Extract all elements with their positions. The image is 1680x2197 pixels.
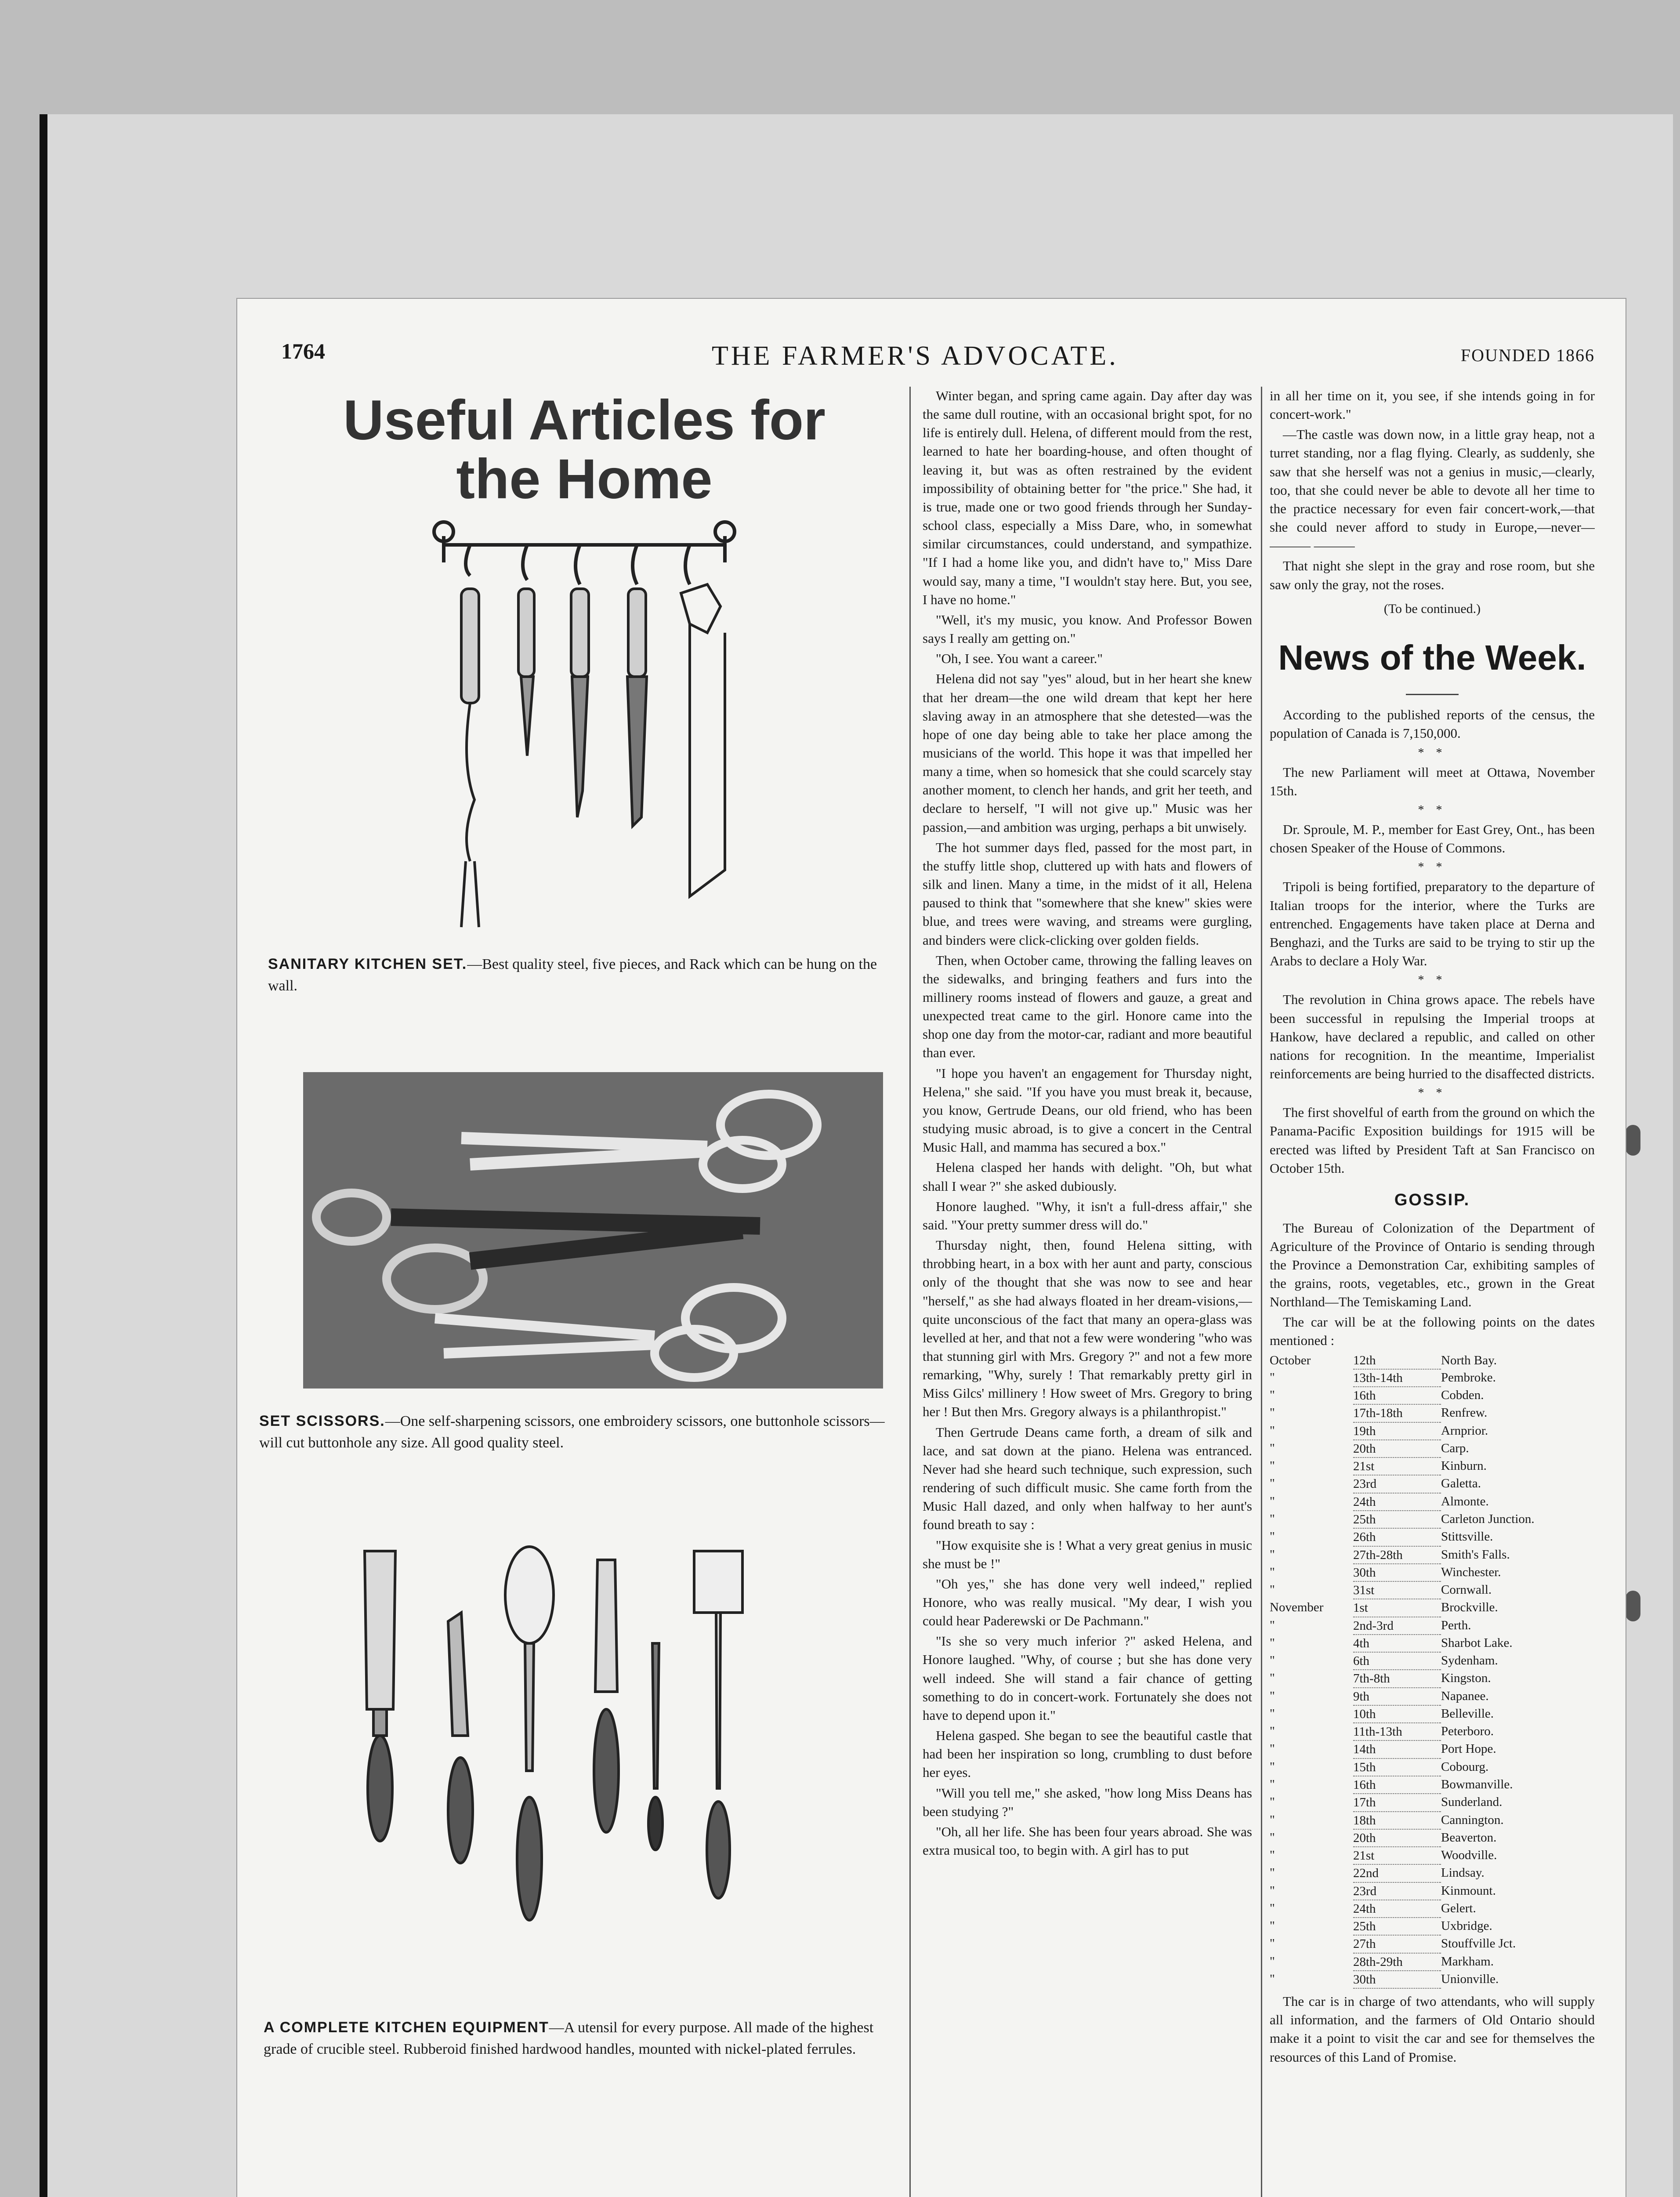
schedule-town: Brockville. (1441, 1600, 1498, 1615)
schedule-month: " (1270, 1830, 1275, 1845)
story-paragraph: "I hope you haven't an engagement for Thursday night, Helena," she said. "If you have you must break it, because, you know, Gertrude Deans, our old friend, who has been studying music abroad, is to give a concert in the Central Music Hall, and mamma has secured a box." (923, 1065, 1252, 1155)
schedule-row (1270, 1635, 1595, 1652)
schedule-month: " (1270, 1618, 1275, 1632)
schedule-month: November (1270, 1600, 1324, 1615)
schedule-row (1270, 1705, 1595, 1723)
schedule-town: Gelert. (1441, 1901, 1476, 1915)
schedule-month: " (1270, 1441, 1275, 1455)
story-continuation-paragraph: That night she slept in the gray and rose room, but she saw only the gray, not the roses. (1270, 558, 1595, 592)
schedule-date: 10th (1353, 1705, 1441, 1723)
schedule-date: 4th (1353, 1635, 1441, 1652)
news-item: The first shovelful of earth from the ground on which the Panama-Pacific Exposition buildings for 1915 will be erected was lifted by President Taft at San Francisco on October 15th. (1270, 1105, 1595, 1176)
schedule-row (1270, 1387, 1595, 1404)
schedule-date: 22nd (1353, 1864, 1441, 1882)
schedule-town: Arnprior. (1441, 1423, 1488, 1438)
schedule-row (1270, 1457, 1595, 1475)
schedule-row (1270, 1829, 1595, 1847)
schedule-row (1270, 1971, 1595, 1988)
schedule-month: " (1270, 1742, 1275, 1756)
schedule-town: Pembroke. (1441, 1370, 1496, 1385)
story-continuation-paragraph: in all her time on it, you see, if she intends going in for concert-work." (1270, 388, 1595, 422)
schedule-row (1270, 1935, 1595, 1953)
schedule-month: " (1270, 1494, 1275, 1508)
schedule-row (1270, 1652, 1595, 1670)
schedule-month: " (1270, 1689, 1275, 1703)
schedule-month: " (1270, 1795, 1275, 1809)
schedule-date: 18th (1353, 1812, 1441, 1829)
scissors-text: —One self-sharpening scissors, one embroidery scissors, one buttonhole scissors—will cut buttonhole any size. All good quality steel. (259, 1413, 885, 1451)
schedule-town: Sydenham. (1441, 1653, 1498, 1668)
schedule-town: Unionville. (1441, 1972, 1499, 1986)
schedule-month: " (1270, 1370, 1275, 1385)
schedule-month: " (1270, 1848, 1275, 1863)
news-separator: * * (1418, 860, 1447, 874)
gossip-points-intro: The car will be at the following points on the dates mentioned : (1270, 1314, 1595, 1349)
schedule-date: 21st (1353, 1457, 1441, 1475)
binding-hole (1626, 1125, 1640, 1156)
schedule-month: " (1270, 1671, 1275, 1686)
scissors-photo (303, 1072, 883, 1389)
schedule-town: Sharbot Lake. (1441, 1635, 1513, 1650)
story-paragraph: Thursday night, then, found Helena sitting, with throbbing heart, in a box with her aunt and party, conscious only of the thought that she was now to see and hear "herself," as she had always floated in her dream-visions,—quite unconscious of the fact that many an opera-glass was levelled at her, and that not a few were wondering "who was that stunning girl with Mrs. Gregory ?" and not a few more remarking, "Why, surely ! That remarkably pretty girl in Miss Gilcs' millinery ! How sweet of Mrs. Gregory to bring her ! But then Mrs. Gregory always is a philanthropist." (923, 1237, 1252, 1420)
schedule-month: " (1270, 1459, 1275, 1473)
gossip-closing: The car is in charge of two attendants, who will supply all information, and the farmers of Old Ontario should make it a point to visit the car and see for themselves the resources of this Land of Promise. (1270, 1994, 1595, 2065)
page-number: 1764 (281, 339, 325, 363)
schedule-date: 24th (1353, 1900, 1441, 1918)
scissors-heading: SET SCISSORS. (259, 1413, 385, 1429)
news-item: The revolution in China grows apace. The rebels have been successful in repulsing the Imperial troops at Hankow, have declared a republic, and called on other nations for recognition. In the meantime, Imperialist reinforcements are being hurried to the disaffected districts. (1270, 992, 1595, 1081)
schedule-month: " (1270, 1476, 1275, 1491)
schedule-date: 2nd-3rd (1353, 1617, 1441, 1635)
founded-date: FOUNDED 1866 (1460, 345, 1595, 365)
schedule-row (1270, 1440, 1595, 1457)
schedule-month: " (1270, 1777, 1275, 1791)
schedule-row (1270, 1546, 1595, 1564)
schedule-row (1270, 1918, 1595, 1935)
kitchen-equipment-illustration (347, 1542, 822, 2017)
schedule-date: 19th (1353, 1422, 1441, 1440)
schedule-town: Beaverton. (1441, 1830, 1497, 1845)
schedule-town: Winchester. (1441, 1565, 1501, 1579)
story-paragraph: Then Gertrude Deans came forth, a dream of silk and lace, and sat down at the piano. Helena was entranced. Never had she heard such technique, such expression, such rendering of such difficult music. She came forth from the Music Hall dazed, and only when halfway to her aunt's found breath to say : (923, 1424, 1252, 1533)
schedule-date: 20th (1353, 1440, 1441, 1457)
schedule-row (1270, 1352, 1595, 1369)
story-paragraph: "Oh, all her life. She has been four years abroad. She was extra musical too, to begin with. A girl has to put (923, 1824, 1252, 1858)
story-paragraph: "Is she so very much inferior ?" asked Helena, and Honore laughed. "Why, of course ; but she has done very well indeed. She will stand a fair chance of getting something to do in concert-work. Fortunately she does not have to depend upon it." (923, 1633, 1252, 1723)
schedule-date: 30th (1353, 1564, 1441, 1581)
schedule-month: " (1270, 1406, 1275, 1420)
schedule-town: Perth. (1441, 1618, 1471, 1632)
schedule-month: " (1270, 1565, 1275, 1579)
kitchen-set-text: —Best quality steel, five pieces, and Rack which can be hung on the wall. (268, 956, 877, 994)
schedule-town: Port Hope. (1441, 1742, 1496, 1756)
news-items (1270, 706, 1595, 1178)
story-continuation (1270, 387, 1595, 594)
right-column (1270, 387, 1595, 2197)
schedule-month: " (1270, 1583, 1275, 1597)
heading-rule (1406, 694, 1459, 695)
schedule-date: 12th (1353, 1352, 1441, 1369)
schedule-date: 30th (1353, 1971, 1441, 1988)
schedule-town: Almonte. (1441, 1494, 1489, 1508)
schedule-month: " (1270, 1759, 1275, 1774)
schedule-date: 26th (1353, 1528, 1441, 1546)
schedule-date: 17th (1353, 1794, 1441, 1811)
schedule-month: " (1270, 1954, 1275, 1969)
schedule-town: Stouffville Jct. (1441, 1936, 1516, 1951)
kitchen-set-heading: SANITARY KITCHEN SET. (268, 956, 467, 972)
schedule-date: 11th-13th (1353, 1723, 1441, 1740)
schedule-row (1270, 1900, 1595, 1918)
schedule-date: 1st (1353, 1599, 1441, 1617)
schedule-month: " (1270, 1635, 1275, 1650)
schedule-month: " (1270, 1388, 1275, 1403)
schedule-month: " (1270, 1972, 1275, 1986)
advertisement (259, 387, 901, 2197)
schedule-row (1270, 1528, 1595, 1546)
kitchen-equipment-heading: A COMPLETE KITCHEN EQUIPMENT (264, 2019, 549, 2036)
schedule-town: Cannington. (1441, 1813, 1504, 1827)
schedule-month: " (1270, 1547, 1275, 1562)
news-separator: * * (1418, 746, 1447, 760)
schedule-row (1270, 1404, 1595, 1422)
schedule-row (1270, 1882, 1595, 1900)
schedule-month: " (1270, 1512, 1275, 1526)
schedule-row (1270, 1564, 1595, 1581)
schedule-town: Stittsville. (1441, 1530, 1493, 1544)
schedule-town: Sunderland. (1441, 1795, 1503, 1809)
kitchen-equipment-text: —A utensil for every purpose. All made of the highest grade of crucible steel. Rubberoid finished hardwood handles, mounted with nickel-plated ferrules. (264, 2019, 874, 2058)
schedule-row (1270, 1493, 1595, 1511)
story-paragraph: Winter began, and spring came again. Day after day was the same dull routine, with an occasional bright spot, for no life is entirely dull. Helena, of different mould from the rest, learned to hate her boarding-house, and often thought of leaving it, but was as often restrained by the evident impossibility of obtaining better for "the price." She had, it is true, made one or two good friends through her Sunday-school class, especially a Miss Dare, who, in somewhat similar circumstances, could understand, and sympathize. "If I had a home like you, and didn't have to," Miss Dare would say, many a time, "I wouldn't stay here. But, you see, I have no home." (923, 388, 1252, 607)
news-separator: * * (1418, 803, 1447, 817)
schedule-row (1270, 1723, 1595, 1740)
kitchen-equipment-caption (264, 2017, 896, 2060)
schedule-date: 23rd (1353, 1882, 1441, 1900)
column-rule (909, 387, 911, 2197)
story-paragraph: Helena clasped her hands with delight. "Oh, but what shall I wear ?" she asked dubiously. (923, 1160, 1252, 1194)
ad-title-line2: the Home (456, 448, 713, 511)
schedule-row (1270, 1670, 1595, 1687)
schedule-town: Lindsay. (1441, 1866, 1484, 1880)
schedule-town: Uxbridge. (1441, 1919, 1492, 1933)
scissors-caption (259, 1410, 892, 1454)
schedule-date: 27th (1353, 1935, 1441, 1953)
ad-title (268, 391, 901, 509)
schedule-town: Carleton Junction. (1441, 1512, 1535, 1526)
story-paragraph: "Oh, I see. You want a career." (936, 651, 1103, 667)
schedule-date: 24th (1353, 1493, 1441, 1511)
schedule-date: 6th (1353, 1652, 1441, 1670)
ad-title-line1: Useful Articles for (343, 389, 826, 452)
news-item: Dr. Sproule, M. P., member for East Grey, Ont., has been chosen Speaker of the House of Commons. (1270, 822, 1595, 856)
story-paragraph: Then, when October came, throwing the falling leaves on the sidewalks, and bringing feathers and furs into the millinery rooms instead of flowers and gauze, a great and unexpected treat came to the girl. Honore came into the shop one day from the motor-car, radiant and more beautiful than ever. (923, 952, 1252, 1061)
schedule-date: 16th (1353, 1776, 1441, 1794)
schedule-date: 25th (1353, 1511, 1441, 1528)
schedule-date: 27th-28th (1353, 1546, 1441, 1564)
schedule-row (1270, 1511, 1595, 1528)
kitchen-set-illustration (417, 518, 751, 958)
schedule-date: 25th (1353, 1918, 1441, 1935)
schedule-row (1270, 1422, 1595, 1440)
news-item: The new Parliament will meet at Ottawa, November 15th. (1270, 764, 1595, 798)
schedule-town: Cobden. (1441, 1388, 1484, 1403)
schedule-date: 28th-29th (1353, 1953, 1441, 1971)
story-paragraph: Honore laughed. "Why, it isn't a full-dress affair," she said. "Your pretty summer dress will do." (923, 1198, 1252, 1233)
schedule-row (1270, 1581, 1595, 1599)
schedule-row (1270, 1599, 1595, 1617)
kitchen-set-caption (268, 953, 901, 997)
schedule-date: 13th-14th (1353, 1369, 1441, 1387)
schedule-row (1270, 1812, 1595, 1829)
schedule-town: North Bay. (1441, 1353, 1497, 1367)
schedule-town: Kingston. (1441, 1671, 1491, 1686)
gossip-intro: The Bureau of Colonization of the Department of Agriculture of the Province of Ontario is sending through the Province a Demonstration Car, exhibiting samples of the grains, roots, vegetables, etc., grown in the Great Northland—The Temiskaming Land. (1270, 1220, 1595, 1310)
story-paragraph: "Will you tell me," she asked, "how long Miss Deans has been studying ?" (923, 1785, 1252, 1819)
schedule-town: Smith's Falls. (1441, 1547, 1510, 1562)
schedule-date: 17th-18th (1353, 1404, 1441, 1422)
schedule-date: 15th (1353, 1758, 1441, 1776)
schedule-month: " (1270, 1813, 1275, 1827)
schedule-month: " (1270, 1919, 1275, 1933)
story-paragraph: "How exquisite she is ! What a very great genius in music she must be !" (923, 1537, 1252, 1571)
schedule-month: October (1270, 1353, 1311, 1367)
schedule-month: " (1270, 1724, 1275, 1739)
schedule-month: " (1270, 1423, 1275, 1438)
schedule-date: 16th (1353, 1387, 1441, 1404)
schedule-town: Woodville. (1441, 1848, 1497, 1863)
to-be-continued: (To be continued.) (1383, 601, 1481, 616)
news-heading: News of the Week. (1278, 638, 1586, 677)
schedule-town: Napanee. (1441, 1689, 1489, 1703)
schedule-month: " (1270, 1530, 1275, 1544)
story-paragraph: The hot summer days fled, passed for the most part, in the stuffy little shop, cluttered up with hats and flowers of silk and linen. Many a time, in the midst of it all, Helena paused to think that "somewhere that she knew" skies were blue, and trees were waving, and streams were gurgling, and binders were click-clicking over golden fields. (923, 839, 1252, 948)
schedule-date: 20th (1353, 1829, 1441, 1847)
story-paragraph: "Well, it's my music, you know. And Professor Bowen says I really am getting on." (923, 612, 1252, 646)
schedule-date: 23rd (1353, 1475, 1441, 1493)
story-continuation-paragraph: —The castle was down now, in a little gray heap, not a turret standing, nor a flag flying. Clearly, as suddenly, she saw that she herself was not a genius in music,—clearly, too, that she could never be able to devote all her time to the practice necessary for even fair concert-work,—that she could never afford to study in Europe,—never— ——— ——— (1270, 427, 1595, 554)
schedule-town: Cornwall. (1441, 1583, 1492, 1597)
schedule-date: 7th-8th (1353, 1670, 1441, 1687)
newspaper-page (237, 299, 1626, 2197)
binding-hole (1626, 1591, 1640, 1621)
schedule-town: Peterboro. (1441, 1724, 1494, 1739)
schedule-row (1270, 1740, 1595, 1758)
schedule-table (1270, 1352, 1595, 1989)
schedule-month: " (1270, 1866, 1275, 1880)
gossip-heading: GOSSIP. (1394, 1190, 1470, 1209)
schedule-date: 21st (1353, 1847, 1441, 1864)
schedule-town: Galetta. (1441, 1476, 1481, 1491)
schedule-month: " (1270, 1706, 1275, 1721)
schedule-month: " (1270, 1901, 1275, 1915)
schedule-town: Bowmanville. (1441, 1777, 1513, 1791)
schedule-row (1270, 1369, 1595, 1387)
page-header (281, 338, 1595, 369)
news-item: Tripoli is being fortified, preparatory to the departure of Italian troops for the interior, where the Turks are entrenched. Engagements have taken place at Derna and Benghazi, and the Turks are said to be trying to stir up the Arabs to declare a Holy War. (1270, 879, 1595, 969)
story-paragraph: Helena did not say "yes" aloud, but in her heart she knew that her dream—the one wild dream that kept her here slaving away in an atmosphere that she detested—was the hope of one day being able to take her place among the musicians of the world. This hope it was that impelled her many a time, when so homesick that she could scarcely stay another moment, to clench her hands, and grit her teeth, and declare to herself, "I will not give up." Music was her passion,—and ambition was urging, perhaps a bit unwisely. (923, 671, 1252, 835)
schedule-date: 14th (1353, 1740, 1441, 1758)
schedule-town: Renfrew. (1441, 1406, 1488, 1420)
schedule-row (1270, 1794, 1595, 1811)
schedule-row (1270, 1953, 1595, 1971)
masthead: THE FARMER'S ADVOCATE. (712, 341, 1119, 371)
schedule-town: Carp. (1441, 1441, 1469, 1455)
news-separator: * * (1418, 1086, 1447, 1100)
schedule-month: " (1270, 1883, 1275, 1898)
schedule-row (1270, 1864, 1595, 1882)
schedule-row (1270, 1688, 1595, 1705)
story-column (923, 387, 1252, 2197)
news-separator: * * (1418, 973, 1447, 987)
column-rule (1261, 387, 1262, 2197)
schedule-date: 9th (1353, 1688, 1441, 1705)
schedule-town: Markham. (1441, 1954, 1494, 1969)
schedule-month: " (1270, 1936, 1275, 1951)
news-item: According to the published reports of the census, the population of Canada is 7,150,000. (1270, 707, 1595, 741)
schedule-row (1270, 1776, 1595, 1794)
schedule-town: Kinmount. (1441, 1883, 1496, 1898)
schedule-town: Belleville. (1441, 1706, 1494, 1721)
schedule-date: 31st (1353, 1581, 1441, 1599)
schedule-row (1270, 1758, 1595, 1776)
schedule-row (1270, 1847, 1595, 1864)
story-paragraph: Helena gasped. She began to see the beautiful castle that had been her inspiration so long, crumbling to dust before her eyes. (923, 1728, 1252, 1780)
schedule-town: Kinburn. (1441, 1459, 1487, 1473)
schedule-row (1270, 1475, 1595, 1493)
schedule-month: " (1270, 1653, 1275, 1668)
schedule-town: Cobourg. (1441, 1759, 1489, 1774)
story-paragraph: "Oh yes," she has done very well indeed," replied Honore, who was really musical. "My dear, I wish you could hear Paderewski or De Pachmann." (923, 1576, 1252, 1629)
schedule-row (1270, 1617, 1595, 1635)
